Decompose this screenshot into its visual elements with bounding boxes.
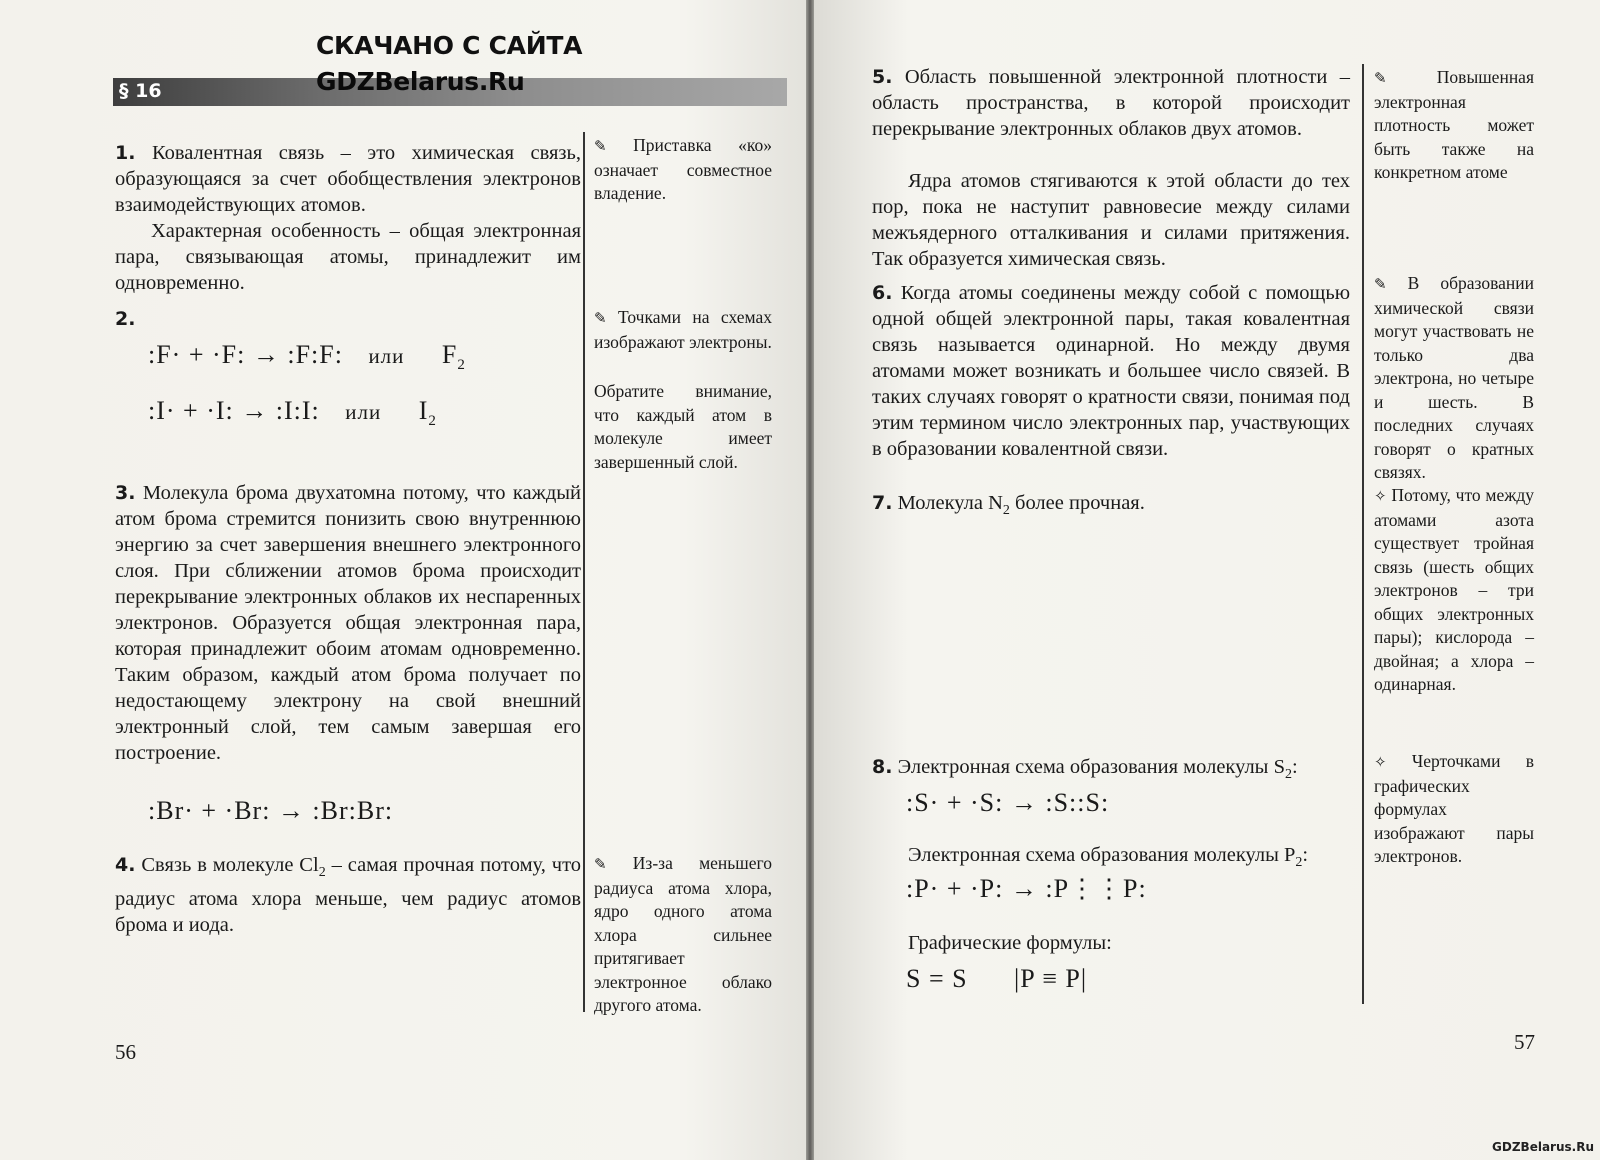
side-note-2 — [594, 306, 772, 354]
answer-3 — [115, 480, 581, 766]
formula-phosphorus: :P· + ·P: → :P⋮⋮P: — [906, 874, 1147, 903]
subscript: 2 — [1002, 503, 1010, 519]
p2-label-text: Электронная схема образования молекулы P — [908, 844, 1296, 866]
watermark — [316, 28, 582, 64]
or-word: или — [368, 344, 405, 368]
answer-number: 4. — [115, 854, 136, 876]
sparkle-icon: ✧ — [1374, 487, 1387, 505]
or-word: или — [345, 400, 382, 424]
side-note-text: Повышенная электронная плотность может быть также на конкретном атоме — [1374, 67, 1534, 182]
answer-text: Область повышенной электронной плотности – область пространства, в которой происходит перекрывание электронных облаков двух атомов. — [872, 66, 1351, 140]
side-note-text: Из-за меньшего радиуса атома хлора, ядро одного атома хлора сильнее притягивает электронное облако другого атома. — [594, 853, 772, 1015]
formula-iodine — [148, 394, 437, 438]
watermark-site — [316, 64, 525, 100]
answer-text-cont: – самая прочная потому, что радиус атома хлора меньше, чем радиус атомов брома и иода. — [115, 854, 582, 937]
footer-watermark: GDZBelarus.Ru — [1492, 1140, 1594, 1154]
answer-text: Связь в молекуле Cl — [141, 854, 319, 876]
p2-label — [908, 842, 1358, 876]
side-note-1 — [1374, 66, 1534, 185]
lewis-formula: :F· + ·F: → :F:F: — [148, 340, 343, 369]
answer-1-paragraph-2: Характерная особенность – общая электронная пара, связывающая атомы, принадлежит им одновременно. — [115, 220, 581, 294]
subscript: 2 — [1295, 855, 1303, 871]
answer-text: Когда атомы соединены между собой с помощью одной общей электронной пары, такая ковалентная связь называется одинарной. Но между двумя атомами может возникать и большее число связей. В таких случаях говорят о кратности связи, понимая под этим термином число электронных пар, участвующих в образовании ковалентной связи. — [872, 282, 1351, 460]
answer-number: 7. — [872, 492, 893, 514]
pen-icon: ✎ — [594, 137, 607, 155]
side-note-text: Черточками в графических формулах изображают пары электронов. — [1374, 751, 1534, 866]
colon: : — [1291, 756, 1298, 778]
molecule-subscript: 2 — [428, 413, 437, 430]
right-page — [814, 0, 1600, 1160]
formula-fluorine — [148, 338, 466, 382]
margin-rule — [583, 132, 585, 1012]
graphic-formulas-label: Графические формулы: — [908, 932, 1112, 954]
answer-number: 2. — [115, 308, 136, 330]
answer-number: 5. — [872, 66, 893, 88]
molecule-subscript: 2 — [457, 357, 466, 374]
formula-sulfur: :S· + ·S: → :S::S: — [906, 788, 1110, 817]
subscript: 2 — [1284, 767, 1292, 783]
subscript: 2 — [318, 865, 326, 881]
answer-4 — [115, 852, 581, 938]
margin-rule — [1362, 64, 1364, 1004]
answer-text: Молекула брома двухатомна потому, что каждый атом брома стремится понизить свою внутреннюю энергию за счет завершения внешнего электронного слоя. При сближении атомов брома происходит перекрывание электронных облаков их неспаренных электронов. Образуется общая электронная пара, которая принадлежит обоим атомам одновременно. Таким образом, каждый атом брома получает по недостающему электрону на свой внешний электронный слой, тем самым завершая его построение. — [115, 482, 581, 764]
graphic-formula-p2: |P ≡ P| — [1014, 964, 1088, 993]
graphic-formula-s2: S = S — [906, 964, 968, 993]
book-gutter — [806, 0, 814, 1160]
lewis-formula: :I· + ·I: → :I:I: — [148, 396, 320, 425]
side-note-text: Точками на схемах изображают электроны. — [594, 307, 773, 352]
side-note-4 — [1374, 750, 1534, 869]
molecule: F — [441, 340, 458, 369]
answer-text-cont: более прочная. — [1009, 492, 1145, 514]
answer-text: Молекула N — [897, 492, 1003, 514]
s2-label: Электронная схема образования молекулы S — [897, 756, 1285, 778]
side-note-3 — [594, 852, 772, 1018]
formula-bromine: :Br· + ·Br: → :Br:Br: — [148, 796, 394, 825]
answer-number: 3. — [115, 482, 136, 504]
side-note-1 — [594, 134, 772, 206]
pen-icon: ✎ — [1374, 69, 1387, 87]
side-note-text: В образовании химической связи могут участвовать не только два электрона, но четыре и шесть. В последних случаях говорят о кратных связях. — [1374, 273, 1534, 482]
answer-5-paragraph-2: Ядра атомов стягиваются к этой области до тех пор, пока не наступит равновесие между силами межъядерного отталкивания и силами притяжения. Так образуется химическая связь. — [872, 170, 1350, 270]
answer-8 — [872, 754, 1350, 788]
watermark-line1: СКАЧАНО С САЙТА — [316, 31, 583, 60]
answer-number: 8. — [872, 756, 893, 778]
side-note-2 — [1374, 272, 1534, 485]
answer-7 — [872, 490, 1350, 524]
watermark-line2: GDZBelarus.Ru — [316, 67, 525, 96]
side-note-3 — [1374, 484, 1534, 697]
answer-1 — [115, 140, 581, 218]
pen-icon: ✎ — [1374, 275, 1387, 293]
side-note-text: Приставка «ко» означает совместное владение. — [594, 135, 773, 203]
pen-icon: ✎ — [594, 309, 607, 327]
answer-number: 6. — [872, 282, 893, 304]
answer-number: 1. — [115, 142, 136, 164]
page-number: 57 — [1514, 1030, 1535, 1054]
side-note-2b: Обратите внимание, что каждый атом в молекуле имеет завершенный слой. — [594, 381, 772, 472]
colon: : — [1302, 844, 1309, 866]
sparkle-icon: ✧ — [1374, 753, 1387, 771]
answer-5 — [872, 64, 1350, 142]
side-note-text: Потому, что между атомами азота существует тройная связь (шесть общих электронов – три общих электронных пары); кислорода – двойная; а хлора – одинарная. — [1374, 485, 1534, 694]
pen-icon: ✎ — [594, 855, 607, 873]
answer-6 — [872, 280, 1350, 462]
page-number: 56 — [115, 1040, 136, 1064]
molecule: I — [418, 396, 429, 425]
answer-text: Ковалентная связь – это химическая связь, образующаяся за счет обобществления электронов взаимодействующих атомов. — [115, 142, 582, 216]
section-number: § 16 — [119, 80, 162, 102]
